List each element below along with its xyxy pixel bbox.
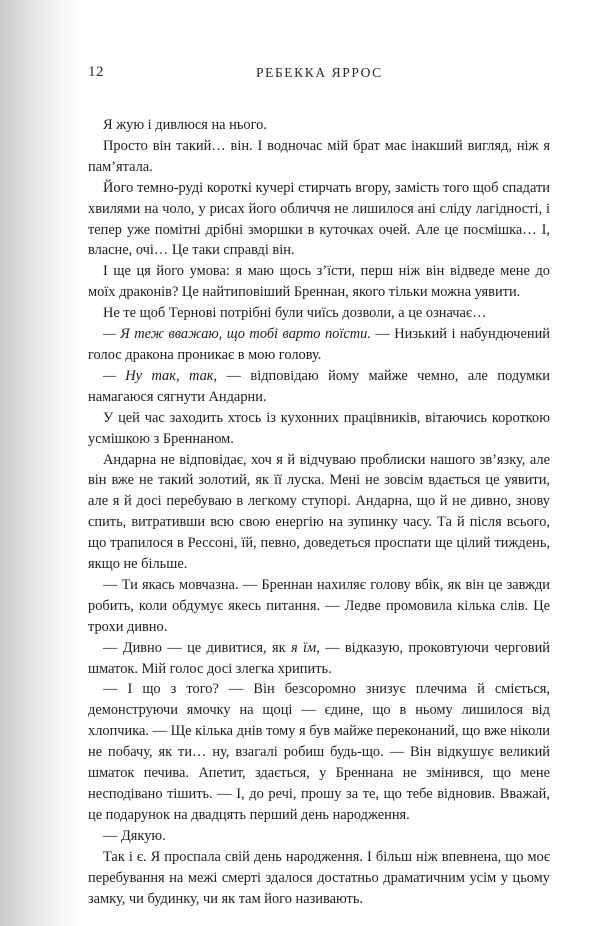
paragraph-text: — Низький і набундючений голос дракона проникає в мою голову. xyxy=(88,326,550,363)
running-title-author: РЕБЕККА ЯРРОС xyxy=(256,65,383,80)
paragraph-text: Його темно-руді короткі кучері стирчать вгору, замість того щоб спадати хвилями на чоло, у рисах його обличчя не лишилося ані сліду лагідності, і тепер уже помітні дрібні зморшки в куточках очей. Але це посмішка… І, власне, очі… Це таки справді він. xyxy=(88,179,550,259)
paragraph-text: Не те щоб Тернові потрібні були чиїсь дозволи, а це означає… xyxy=(103,305,487,322)
italic-dialogue: — Ну так, так, xyxy=(103,367,218,384)
page-number: 12 xyxy=(88,64,104,80)
paragraph xyxy=(88,826,550,847)
paragraph xyxy=(88,847,550,910)
paragraph-text: Просто він такий… він. І водночас мій брат має інакший вигляд, ніж я пам’ятала. xyxy=(88,137,550,175)
italic-dialogue: — Я теж вважаю, що тобі варто поїсти. xyxy=(103,326,371,343)
paragraph xyxy=(88,408,550,450)
paragraph xyxy=(88,638,550,680)
paragraph-text: У цей час заходить хтось із кухонних працівників, вітаючись короткою усмішкою з Бреннаном. xyxy=(88,409,550,447)
paragraph-text: — І що з того? — Він безсоромно знизує плечима й сміється, демонструючи ямочку на щоці — єдине, що в ньому лишилося від хлопчика. — Ще кілька днів тому я був майже переконаний, що вже ніколи не побачу, як ти… ну, взагалі робиш будь-що. — Він відкушує великий шматок печива. Апетит, здається, у Бреннана не змінився, що мене несподівано тішить. — І, до речі, прошу за те, що тебе відновив. Вважай, це подарунок на двадцять перший день народження. xyxy=(88,681,550,823)
paragraph xyxy=(88,303,550,324)
paragraph-text: , — відказую, проковтуючи черговий шматок. Мій голос досі злегка хрипить. xyxy=(88,639,550,677)
paragraph xyxy=(88,366,550,408)
page-gutter-shadow xyxy=(0,0,80,926)
paragraph-text-lead: — Дивно — це дивитися, як xyxy=(103,639,291,656)
paragraph-text: Андарна не відповідає, хоч я й відчуваю проблиски нашого зв’язку, але він вже не такий золотий, як її луска. Мені не зовсім вдається це уявити, але я й досі перебуваю в легкому ступорі. Андарна, що й не дивно, знову спить, витративши всю свою енергію на зупинку часу. Та й після всього, що трапилося в Рессоні, їй, певно, доведеться проспати ще цілий тиждень, якщо не більше. xyxy=(88,451,550,573)
paragraph xyxy=(88,136,550,178)
running-header xyxy=(88,64,550,86)
paragraph xyxy=(88,178,550,262)
paragraph-text: І ще ця його умова: я маю щось з’їсти, перш ніж він відведе мене до моїх драконів? Це найтиповіший Бреннан, якого тільки можна уявити. xyxy=(88,263,550,301)
paragraph-text: — Дякую. xyxy=(103,827,166,844)
paragraph-text: Так і є. Я проспала свій день народження. І більш ніж впевнена, що моє перебування на межі смерті здалося достатньо драматичним усім у цьому замку, чи будинку, чи як там його називають. xyxy=(88,848,550,907)
paragraph xyxy=(88,261,550,303)
paragraph-text: — Ти якась мовчазна. — Бреннан нахиляє голову вбік, як він це завжди робить, коли обдумує якесь питання. — Ледве промовила кілька слів. Це трохи дивно. xyxy=(88,576,550,635)
body-text xyxy=(88,115,550,909)
paragraph xyxy=(88,575,550,638)
paragraph-text: Я жую і дивлюся на нього. xyxy=(103,117,267,133)
paragraph xyxy=(88,679,550,825)
paragraph xyxy=(88,450,550,575)
paragraph xyxy=(88,324,550,366)
paragraph xyxy=(88,115,550,136)
italic-emphasis: я їм xyxy=(290,639,317,656)
paragraph-text: — відповідаю йому майже чемно, але подумки намагаюся сягнути Андарни. xyxy=(88,367,550,405)
